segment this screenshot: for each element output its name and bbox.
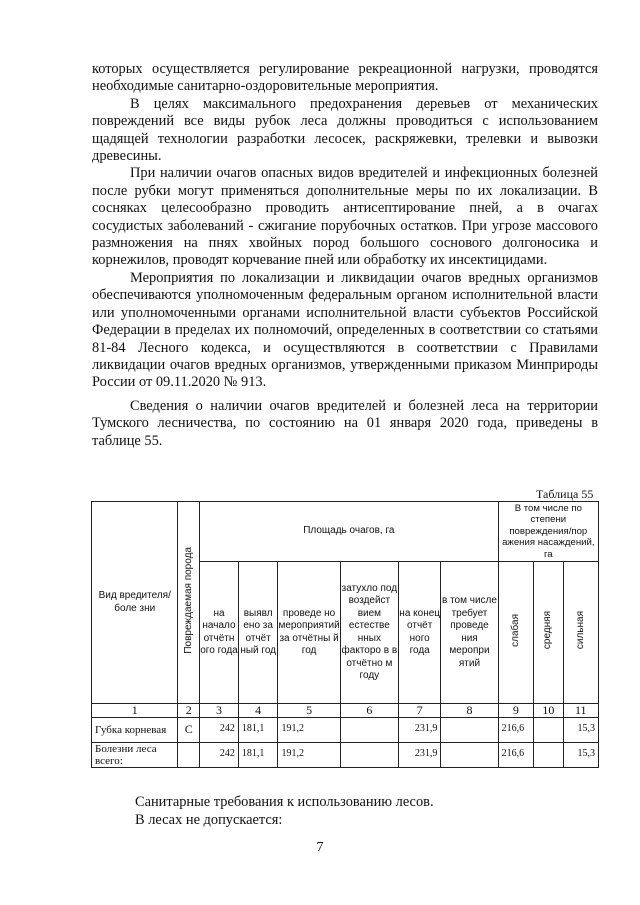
col-number: 1 <box>92 704 178 718</box>
table-caption: Таблица 55 <box>536 487 594 501</box>
header-col11: сильная <box>563 562 598 704</box>
column-numbers-row <box>92 704 599 718</box>
col-number: 6 <box>340 704 398 718</box>
row-name: Губка корневая <box>92 717 178 742</box>
paragraph-2: В целях максимального предохранения деревьев от механических повреждений все виды рубок леса должны проводиться с использованием щадящей технологии разработки лесосек, раскряжевки, трелевки и вывозки древесины. <box>92 95 598 165</box>
cell-c9: 216,6 <box>498 742 534 767</box>
header-damage-group: В том числе по степени повреждения/пор ажения насаждений, га <box>498 502 598 562</box>
cell-c8 <box>441 742 498 767</box>
header-col10: средняя <box>534 562 563 704</box>
section-subline: В лесах не допускается: <box>135 812 283 828</box>
header-col5: проведе но мероприятий за отчётны й год <box>278 562 340 704</box>
cell-c8 <box>441 717 498 742</box>
cell-c3: 242 <box>200 717 239 742</box>
cell-c10 <box>534 717 563 742</box>
cell-c6 <box>340 717 398 742</box>
header-col7: на конец отчёт ного года <box>399 562 441 704</box>
col-number: 4 <box>238 704 278 718</box>
cell-c7: 231,9 <box>399 742 441 767</box>
cell-c4: 181,1 <box>238 742 278 767</box>
col-number: 7 <box>399 704 441 718</box>
header-col6: затухло под воздейст вием естестве нных факторо в в отчётно м году <box>340 562 398 704</box>
row-name: Болезни леса всего: <box>92 742 178 767</box>
col-number: 5 <box>278 704 340 718</box>
header-vid: Вид вредителя/боле зни <box>92 502 178 704</box>
header-col3: на начало отчётн ого года <box>200 562 239 704</box>
table-row <box>92 742 599 767</box>
row-poroda: С <box>178 717 200 742</box>
cell-c7: 231,9 <box>399 717 441 742</box>
table-row <box>92 717 599 742</box>
page-number: 7 <box>316 840 324 855</box>
cell-c6 <box>340 742 398 767</box>
paragraph-3: При наличии очагов опасных видов вредителей и инфекционных болезней после рубки могут применяться дополнительные меры по их локализации. В сосняках целесообразно проводить антисептирование пней, а в очагах сосудистых заболеваний - сжигание порубочных остатков. При угрозе массового размножения на пнях хвойных пород большого соснового долгоносика и корнежилов, проводят корчевание пней или обработку их инсектицидами. <box>92 165 598 269</box>
pest-outbreak-table <box>91 501 599 768</box>
cell-c11: 15,3 <box>563 742 598 767</box>
header-area-group: Площадь очагов, га <box>200 502 499 562</box>
header-col4: выявл ено за отчёт ный год <box>238 562 278 704</box>
col-number: 9 <box>498 704 534 718</box>
cell-c5: 191,2 <box>278 717 340 742</box>
row-poroda <box>178 742 200 767</box>
section-heading: Санитарные требования к использованию лесов. <box>135 794 434 810</box>
cell-c3: 242 <box>200 742 239 767</box>
header-col9: слабая <box>498 562 534 704</box>
paragraph-1: которых осуществляется регулирование рекреационной нагрузки, проводятся необходимые санитарно-оздоровительные мероприятия. <box>92 61 598 95</box>
cell-c10 <box>534 742 563 767</box>
col-number: 2 <box>178 704 200 718</box>
cell-c4: 181,1 <box>238 717 278 742</box>
body-text <box>92 61 598 450</box>
header-poroda: Повреждаемая порода <box>178 502 200 704</box>
cell-c9: 216,6 <box>498 717 534 742</box>
col-number: 8 <box>441 704 498 718</box>
col-number: 3 <box>200 704 239 718</box>
col-number: 10 <box>534 704 563 718</box>
cell-c5: 191,2 <box>278 742 340 767</box>
cell-c11: 15,3 <box>563 717 598 742</box>
paragraph-5: Сведения о наличии очагов вредителей и болезней леса на территории Тумского лесничества, по состоянию на 01 января 2020 года, приведены в таблице 55. <box>92 397 598 449</box>
paragraph-4: Мероприятия по локализации и ликвидации очагов вредных организмов обеспечиваются уполномоченным федеральным органом исполнительной власти или уполномоченными органами исполнительной власти субъектов Российской Федерации в пределах их полномочий, определенных в соответствии со статьями 81-84 Лесного кодекса, и осуществляются в соответствии с Правилами ликвидации очагов вредных организмов, утвержденными приказом Минприроды России от 09.11.2020 № 913. <box>92 269 598 391</box>
col-number: 11 <box>563 704 598 718</box>
header-col8: в том числе требует проведе ния меропри ятий <box>441 562 498 704</box>
